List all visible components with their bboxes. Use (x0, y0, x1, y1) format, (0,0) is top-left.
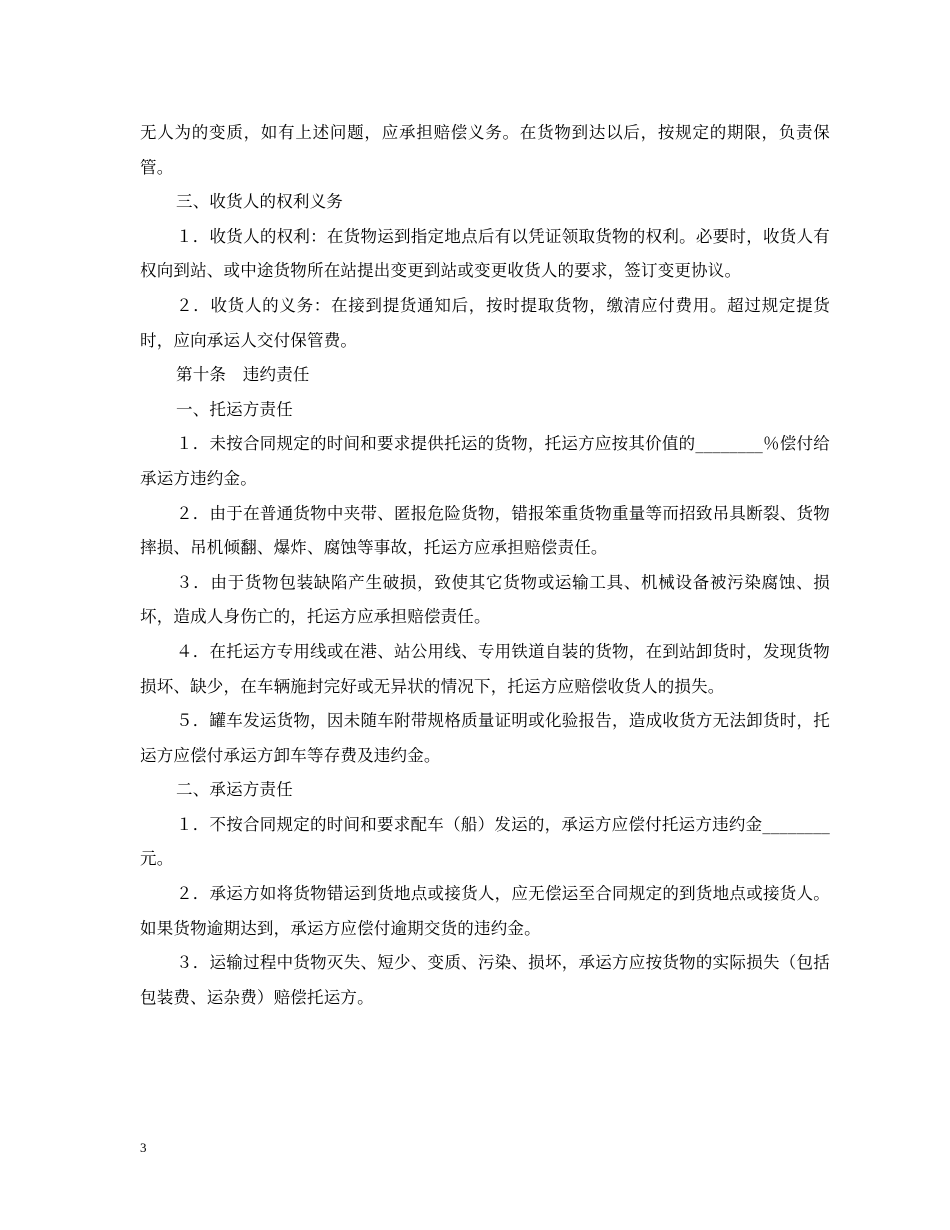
paragraph: ２．收货人的义务：在接到提货通知后，按时提取货物，缴清应付费用。超过规定提货时，应向承运人交付保管费。 (140, 295, 830, 350)
paragraph: ５．罐车发运货物，因未随车附带规格质量证明或化验报告，造成收货方无法卸货时，托运方应偿付承运方卸车等存费及违约金。 (140, 711, 830, 765)
paragraph: ３．运输过程中货物灭失、短少、变质、污染、损坏，承运方应按货物的实际损失（包括包装费、运杂费）赔偿托运方。 (140, 953, 830, 1007)
paragraph: ３．由于货物包装缺陷产生破损，致使其它货物或运输工具、机械设备被污染腐蚀、损坏，造成人身伤亡的，托运方应承担赔偿责任。 (140, 572, 830, 627)
section-heading: 一、托运方责任 (176, 399, 293, 419)
paragraph: ２．承运方如将货物错运到货地点或接货人，应无偿运至合同规定的到货地点或接货人。如果货物逾期达到，承运方应偿付逾期交货的违约金。 (140, 884, 830, 938)
paragraph: 无人为的变质，如有上述问题，应承担赔偿义务。在货物到达以后，按规定的期限，负责保管。 (140, 123, 830, 177)
page-number: 3 (140, 1140, 147, 1155)
section-heading: 二、承运方责任 (176, 780, 293, 800)
paragraph: ４．在托运方专用线或在港、站公用线、专用铁道自装的货物，在到站卸货时，发现货物损坏、缺少，在车辆施封完好或无异状的情况下，托运方应赔偿收货人的损失。 (140, 641, 830, 696)
article-heading: 第十条 违约责任 (176, 365, 310, 385)
paragraph: １．未按合同规定的时间和要求提供托运的货物，托运方应按其价值的________％偿付给承运方违约金。 (140, 434, 830, 488)
paragraph: １．不按合同规定的时间和要求配车（船）发运的，承运方应偿付托运方违约金________元。 (140, 814, 830, 869)
document-body (140, 116, 830, 1015)
paragraph: ２．由于在普通货物中夹带、匿报危险货物，错报笨重货物重量等而招致吊具断裂、货物摔损、吊机倾翻、爆炸、腐蚀等事故，托运方应承担赔偿责任。 (140, 503, 830, 558)
paragraph: １．收货人的权利：在货物运到指定地点后有以凭证领取货物的权利。必要时，收货人有权向到站、或中途货物所在站提出变更到站或变更收货人的要求，签订变更协议。 (140, 226, 830, 281)
section-heading: 三、收货人的权利义务 (176, 192, 343, 212)
